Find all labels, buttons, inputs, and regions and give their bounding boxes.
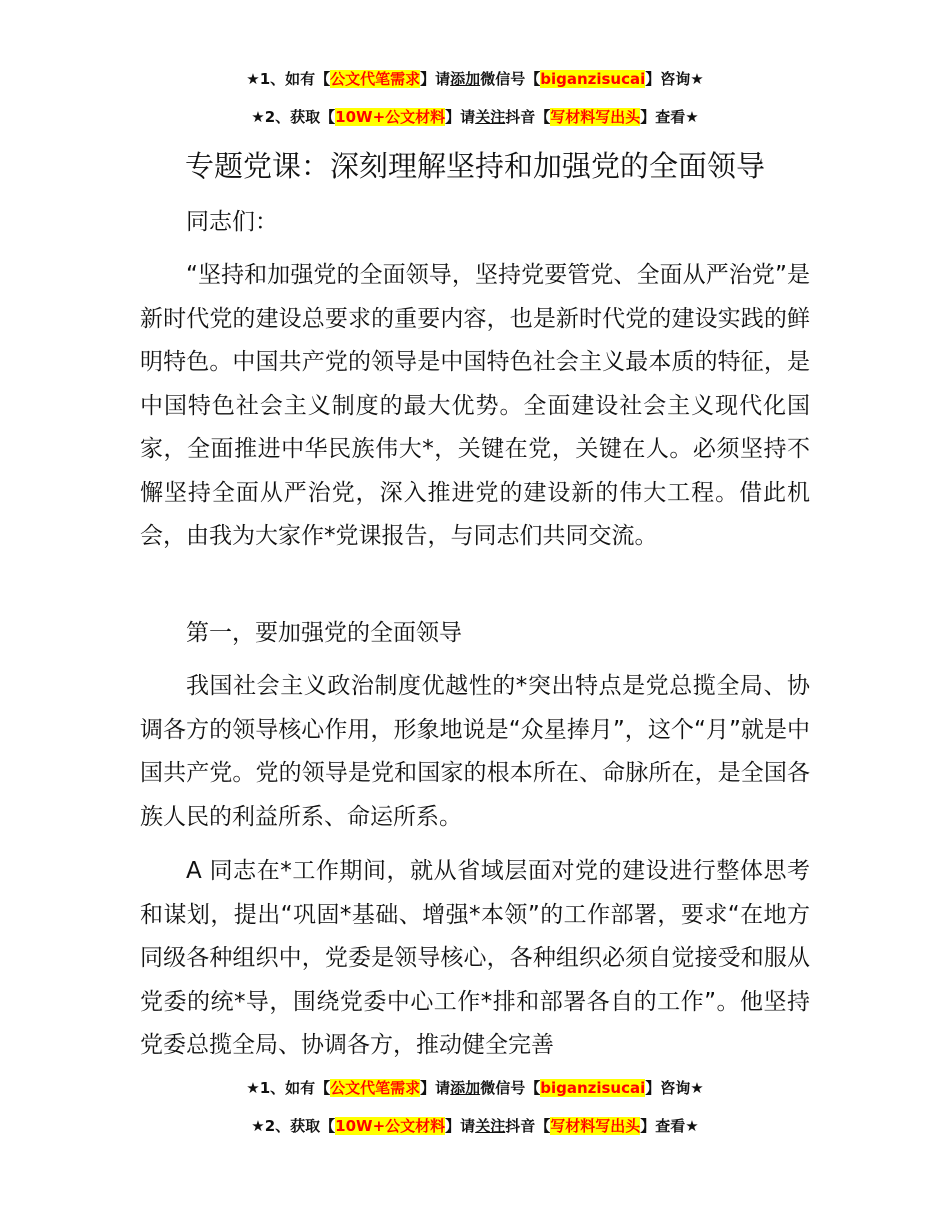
highlight-text: 10W+公文材料 [335, 108, 446, 126]
underlined-text: 添加 [450, 1079, 481, 1097]
highlight-text: 公文代笔需求 [330, 70, 421, 88]
header-promo-line-1 [0, 68, 950, 90]
star-icon: ★ [246, 1079, 260, 1097]
body-paragraph-2: 我国社会主义政治制度优越性的*突出特点是党总揽全局、协调各方的领导核心作用，形象地说是“众星捧月”，这个“月”就是中国共产党。党的领导是党和国家的根本所在、命脉所在，是全国各族人民的利益所系、命运所系。 [140, 673, 810, 830]
wechat-id-highlight: biganzisucai [540, 1079, 646, 1097]
promo-text: 】请 [445, 1117, 476, 1135]
underlined-text: 关注 [475, 1117, 506, 1135]
footer-promo-line-1 [0, 1077, 950, 1099]
highlight-text: 10W+公文材料 [335, 1117, 446, 1135]
promo-text: 】查看 [640, 108, 686, 126]
promo-text: 1、如有【 [259, 1079, 331, 1097]
highlight-text: 公文代笔需求 [330, 1079, 421, 1097]
footer-promo-line-2 [0, 1115, 950, 1137]
star-icon: ★ [690, 1079, 704, 1097]
promo-text: 】请 [445, 108, 476, 126]
star-icon: ★ [685, 108, 699, 126]
promo-text: 微信号【 [480, 1079, 541, 1097]
promo-text: 2、获取【 [264, 108, 336, 126]
promo-text: 】请 [420, 70, 451, 88]
underlined-text: 添加 [450, 70, 481, 88]
star-icon: ★ [685, 1117, 699, 1135]
promo-text: 1、如有【 [259, 70, 331, 88]
section-heading-1: 第一，要加强党的全面领导 [186, 620, 462, 646]
star-icon: ★ [251, 1117, 265, 1135]
greeting: 同志们： [186, 209, 278, 235]
body-paragraph-1: “坚持和加强党的全面领导，坚持党要管党、全面从严治党”是新时代党的建设总要求的重要内容，也是新时代党的建设实践的鲜明特色。中国共产党的领导是中国特色社会主义最本质的特征，是中国特色社会主义制度的最大优势。全面建设社会主义现代化国家，全面推进中华民族伟大*，关键在党，关键在人。必须坚持不懈坚持全面从严治党，深入推进党的建设新的伟大工程。借此机会，由我为大家作*党课报告，与同志们共同交流。 [140, 262, 810, 549]
promo-text: 】咨询 [645, 1079, 691, 1097]
header-promo-line-2 [0, 106, 950, 128]
wechat-id-highlight: biganzisucai [540, 70, 646, 88]
underlined-text: 关注 [475, 108, 506, 126]
promo-text: 抖音【 [505, 1117, 551, 1135]
star-icon: ★ [690, 70, 704, 88]
douyin-id-highlight: 写材料写出头 [550, 1117, 641, 1135]
douyin-id-highlight: 写材料写出头 [550, 108, 641, 126]
promo-text: 微信号【 [480, 70, 541, 88]
promo-text: 】请 [420, 1079, 451, 1097]
promo-text: 抖音【 [505, 108, 551, 126]
star-icon: ★ [246, 70, 260, 88]
star-icon: ★ [251, 108, 265, 126]
promo-text: 】查看 [640, 1117, 686, 1135]
body-paragraph-3: A 同志在*工作期间，就从省域层面对党的建设进行整体思考和谋划，提出“巩固*基础、增强*本领”的工作部署，要求“在地方同级各种组织中，党委是领导核心，各种组织必须自觉接受和服从党委的统*导，围绕党委中心工作*排和部署各自的工作”。他坚持党委总揽全局、协调各方，推动健全完善 [140, 858, 810, 1058]
promo-text: 2、获取【 [264, 1117, 336, 1135]
promo-text: 】咨询 [645, 70, 691, 88]
document-title: 专题党课：深刻理解坚持和加强党的全面领导 [184, 149, 765, 183]
